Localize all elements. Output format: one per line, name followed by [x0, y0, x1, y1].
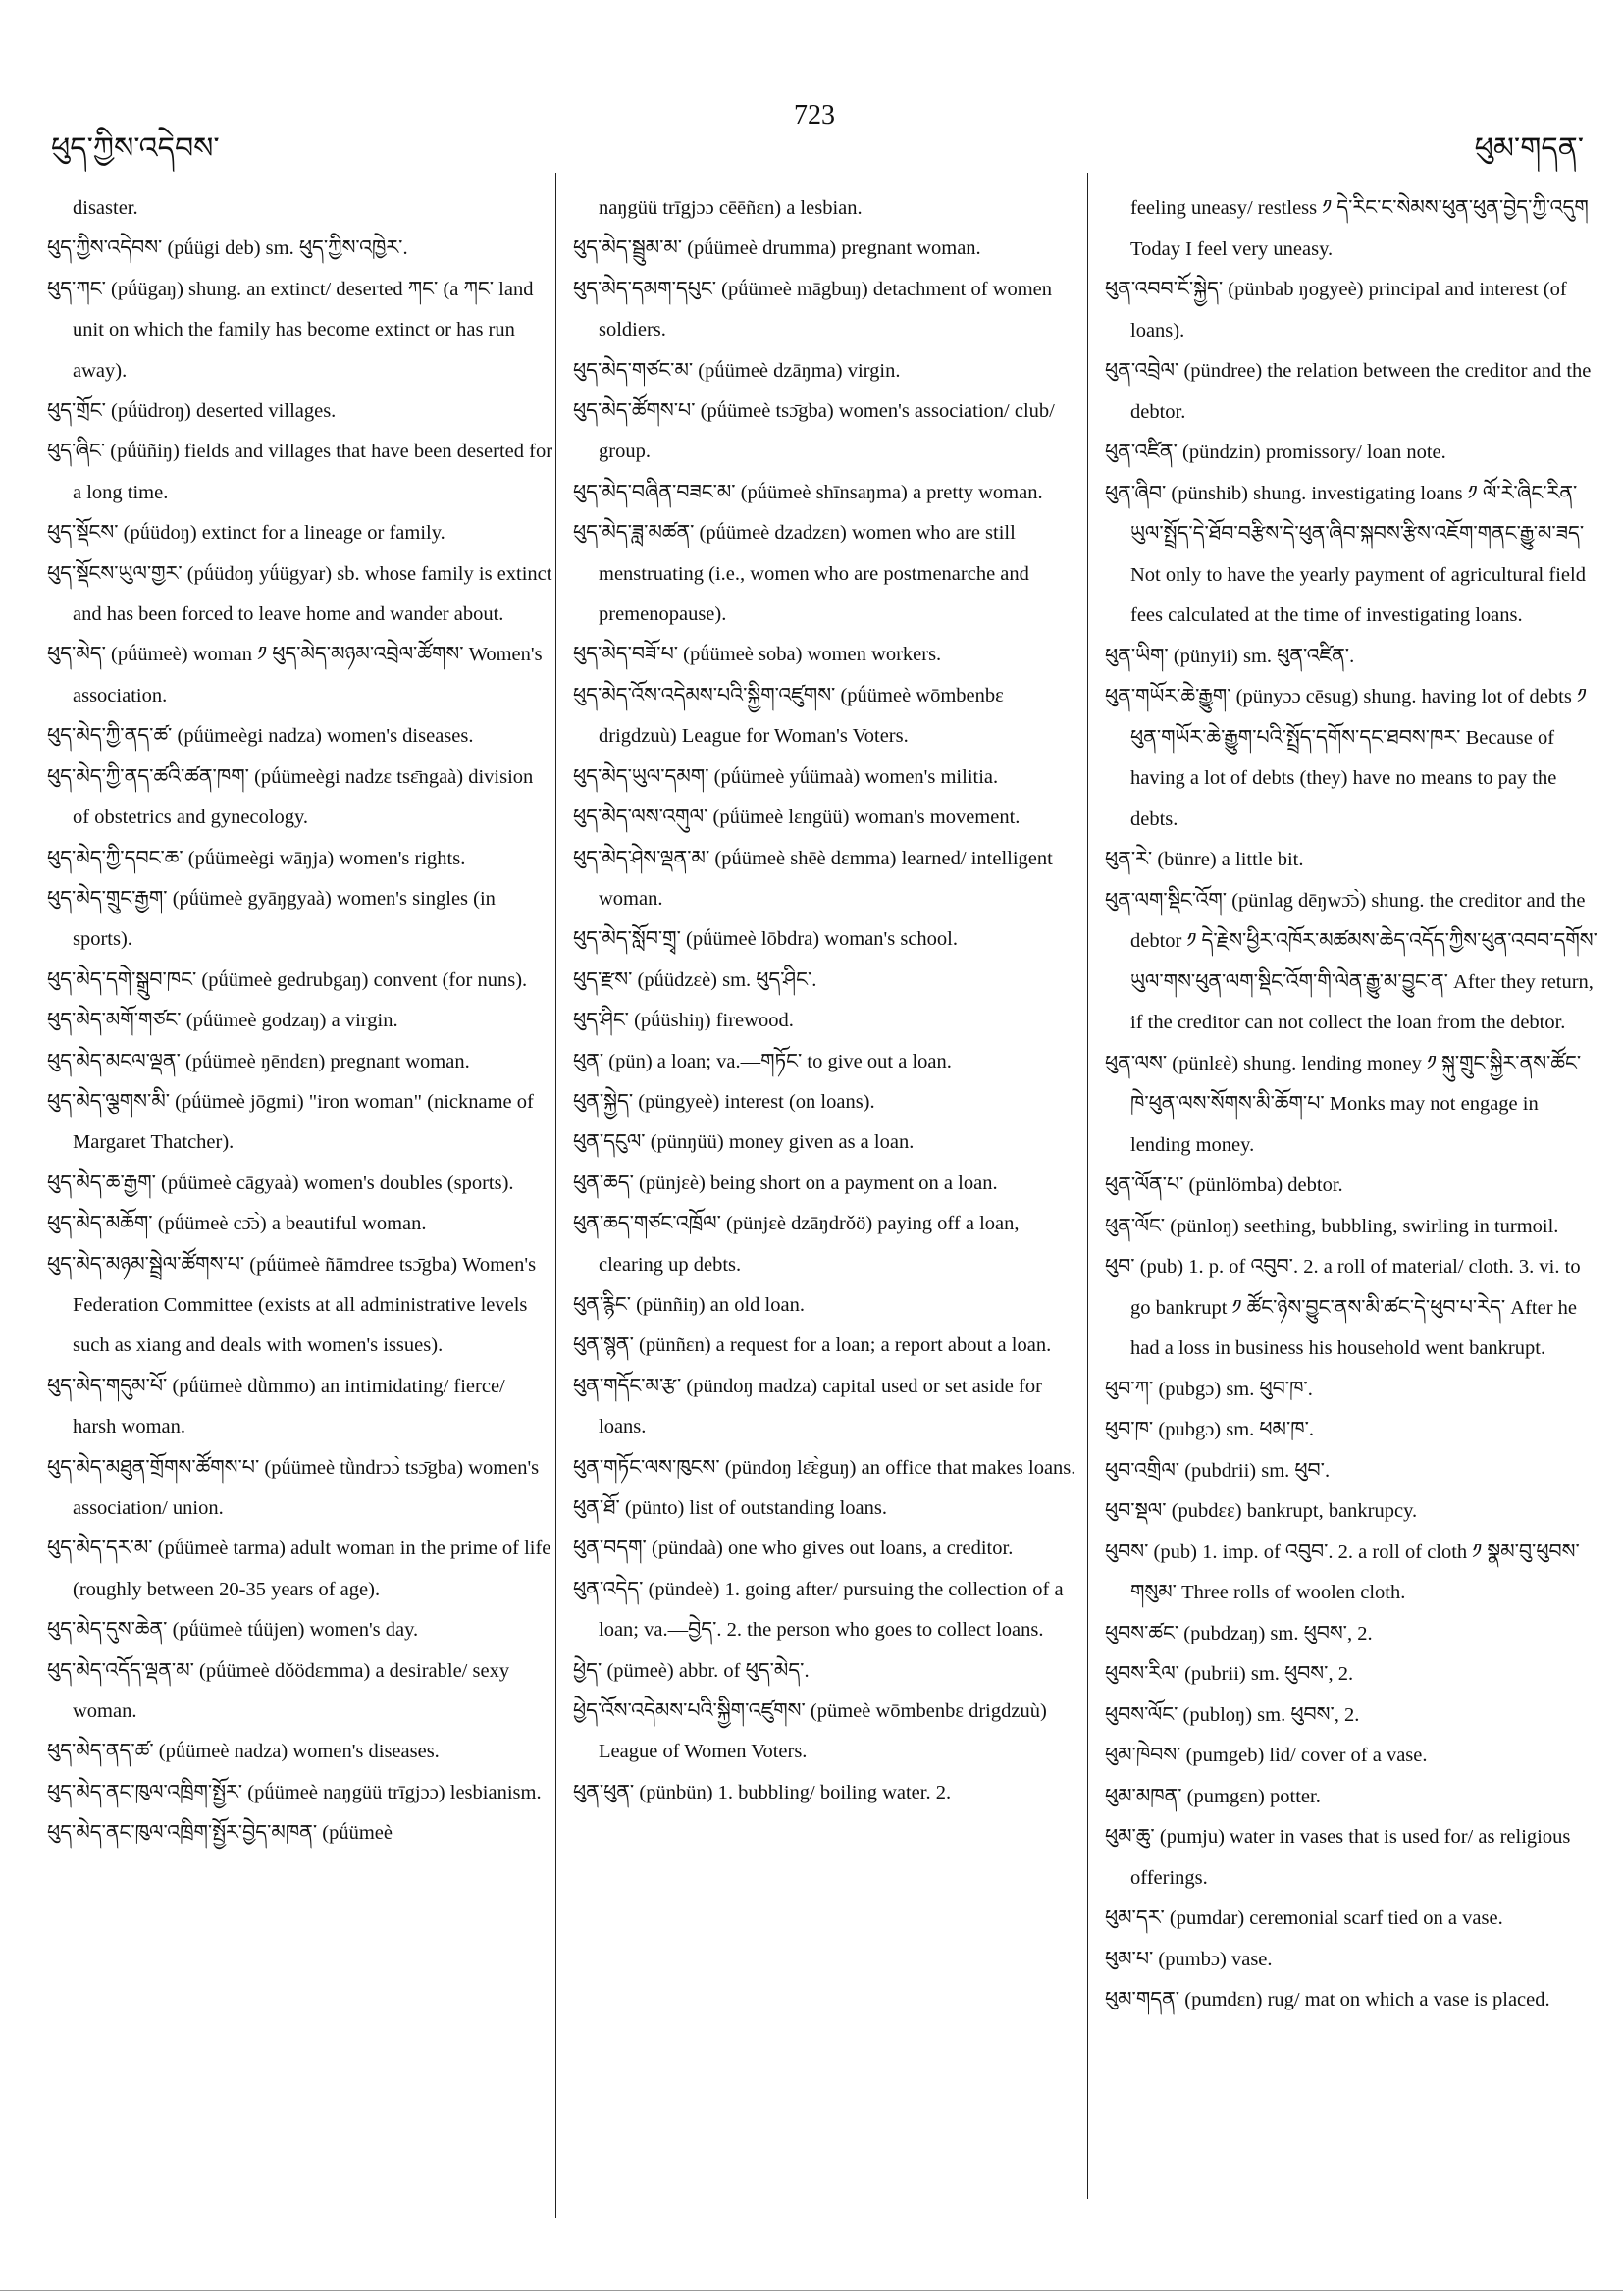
dictionary-entry: ཕུབ་ (pub) 1. p. of འབུབ་. 2. a roll of material/ cloth. 3. vi. to go bankrupt ༡ ཚོང་ཉེས་བྱུང་ནས་མི་ཚང་དེ་ཕུབ་པ་རེད་ After he had a loss in business his household went bankrupt.: [1105, 1256, 1581, 1359]
dictionary-entry: ཕུན་ལས་ (pünlɛè) shung. lending money ༡ སྐུ་གྲུང་སྐྱིར་ནས་ཚོང་ཁེ་ཕུན་ལས་སོགས་མི་ཆོག་པ་ Monks may not engage in lending money.: [1105, 1052, 1582, 1156]
dictionary-entry: ཕུན་འབྲེལ་ (pündree) the relation between the creditor and the debtor.: [1105, 360, 1592, 423]
dictionary-entry: ཕུམ་ཁེབས་ (pumgeb) lid/ cover of a vase.: [1105, 1745, 1428, 1766]
dictionary-entry: ཕུན་ལོང་ (pünloŋ) seething, bubbling, swirling in turmoil.: [1105, 1215, 1559, 1237]
dictionary-entry: ཕུན་བདག་ (pündaà) one who gives out loans, a creditor.: [573, 1538, 1014, 1560]
dictionary-entry: ཕུད་སྡོངས་ (pǘüdoŋ) extinct for a lineage or family.: [47, 522, 445, 545]
dictionary-entry: ཕུན་ཆད་གཙང་འཁྲོལ་ (pünjɛè dzāŋdrǒö) paying off a loan, clearing up debts.: [573, 1213, 1020, 1276]
dictionary-entry: ཕུད་མེད་མཆོག་ (pǘümeè cɔ̄ɔ̀) a beautiful woman.: [47, 1213, 427, 1235]
dictionary-entry: ཕུད་མེད་མཐུན་གྲོགས་ཚོགས་པ་ (pǘümeè tǜndrɔɔ̀ tsɔ̄gba) women's association/ union.: [47, 1456, 540, 1519]
dictionary-entry: ཕུད་མེད་ཟླ་མཚན་ (pǘümeè dzadzɛn) women who are still menstruating (i.e., women who are postmenarche and premenopause).: [573, 522, 1029, 626]
dictionary-entry: ཕུན་ཆད་ (pünjɛè) being short on a payment on a loan.: [573, 1172, 998, 1194]
dictionary-entry: ཕུད་མེད་ཤེས་ལྡན་མ་ (pǘümeè shēè dɛmma) learned/ intelligent woman.: [573, 847, 1053, 910]
dictionary-entry: ཕུན་སྙན་ (pünñɛn) a request for a loan; a report about a loan.: [573, 1334, 1052, 1357]
dictionary-entry: ཕུན་སྐྱེད་ (püngyeè) interest (on loans).: [573, 1090, 875, 1113]
dictionary-entry: ཕྱེད་ (pümeè) abbr. of ཕུད་མེད་.: [573, 1659, 810, 1682]
page-bottom-edge: [0, 2290, 1623, 2291]
dictionary-entry: ཕུད་མེད་གྲུང་རྒྱག་ (pǘümeè gyāŋgyaà) women's singles (in sports).: [47, 887, 496, 951]
dictionary-entry: ཕུམ་གདན་ (pumdɛn) rug/ mat on which a vase is placed.: [1105, 1989, 1550, 2010]
dictionary-entry: ཕུད་མེད་ལས་འགུལ་ (pǘümeè lɛngüü) woman's movement.: [573, 807, 1021, 829]
dictionary-entry: ཕུད་མེད་ཆ་རྒྱག་ (pǘümeè cāgyaà) women's doubles (sports).: [47, 1172, 514, 1194]
dictionary-entry: ཕུད་མེད་དམག་དཔུང་ (pǘümeè māgbuŋ) detachment of women soldiers.: [573, 278, 1053, 341]
dictionary-entry: ཕུམ་མཁན་ (pumgɛn) potter.: [1105, 1785, 1321, 1807]
dictionary-entry: ཕུད་མེད་ལྕགས་མི་ (pǘümeè jōgmi) "iron woman" (nickname of Margaret Thatcher).: [47, 1090, 534, 1154]
dictionary-column-3: [1105, 188, 1597, 2021]
dictionary-entry: ཕུན་འབབ་ངོ་སྐྱེད་ (pünbab ŋogyeè) principal and interest (of loans).: [1105, 279, 1567, 341]
dictionary-entry: ཕུན་གདོང་མ་རྩ་ (pündoŋ madza) capital used or set aside for loans.: [573, 1375, 1042, 1438]
dictionary-entry: ཕུད་གྲོང་ (pǘüdroŋ) deserted villages.: [47, 400, 337, 423]
dictionary-entry: ཕུམ་དར་ (pumdar) ceremonial scarf tied on a vase.: [1105, 1907, 1503, 1929]
dictionary-entry: ཕུད་མེད་དར་མ་ (pǘümeè tarma) adult woman in the prime of life (roughly between 20-35 years of age).: [47, 1538, 551, 1600]
dictionary-entry: ཕུད་ཀང་ (pǘügaŋ) shung. an extinct/ deserted ཀང་ (a ཀང་ land unit on which the family has become extinct or has run away).: [47, 278, 534, 382]
dictionary-entry: ཕུབ་སྡལ་ (pubdɛɛ) bankrupt, bankrupcy.: [1105, 1500, 1418, 1522]
dictionary-entry: ཕུན་ཕུན་ (pünbün) 1. bubbling/ boiling water. 2.: [573, 1781, 952, 1803]
dictionary-entry: ཕུན་དངུལ་ (pünŋüü) money given as a loan.: [573, 1131, 915, 1154]
dictionary-entry: ཕུད་མེད་མགོ་གཙང་ (pǘümeè godzaŋ) a virgin.: [47, 1010, 398, 1032]
dictionary-entry: ཕུབ་འགྲིལ་ (pubdrii) sm. ཕུབ་.: [1105, 1459, 1331, 1482]
dictionary-entry: ཕུད་མེད་མཉམ་སྦྲེལ་ཚོགས་པ་ (pǘümeè ñāmdree tsɔ̄gba) Women's Federation Committee (exists at all administrative levels such as xiang and deals with women's issues).: [47, 1253, 537, 1357]
dictionary-entry: ཕུད་མེད་མངལ་ལྡན་ (pǘümeè ŋēndɛn) pregnant woman.: [47, 1050, 470, 1072]
dictionary-entry: ཕུན་ཡིག་ (pünyii) sm. ཕུན་འཛིན་.: [1105, 645, 1355, 667]
dictionary-entry: feeling uneasy/ restless ༡ དེ་རིང་ང་སེམས་ཕུན་ཕུན་བྱེད་ཀྱི་འདུག Today I feel very uneasy.: [1130, 197, 1589, 260]
page-number: 723: [794, 100, 835, 130]
dictionary-entry: ཕུན་འཛིན་ (pündzin) promissory/ loan note.: [1105, 442, 1446, 463]
dictionary-entry: ཕུད་ཤིང་ (pǘüshiŋ) firewood.: [573, 1010, 794, 1032]
dictionary-entry: ཕུད་མེད་གཙང་མ་ (pǘümeè dzāŋma) virgin.: [573, 359, 901, 382]
dictionary-entry: ཕུད་སྡོངས་ཡུལ་གྱར་ (pǘüdoŋ yǘügyar) sb. whose family is extinct and has been forced to leave home and wander about.: [47, 562, 552, 626]
dictionary-columns: [0, 188, 1623, 2249]
dictionary-entry: ཕུད་མེད་ཀྱི་ནད་ཚ་ (pǘümeègi nadza) women's diseases.: [47, 725, 474, 748]
dictionary-entry: ཕུན་ལོན་པ་ (pünlömba) debtor.: [1105, 1174, 1343, 1196]
dictionary-entry: ཕུན་རྙིང་ (pünñiŋ) an old loan.: [573, 1293, 805, 1316]
guide-word-left: ཕུད་ཀྱིས་འདེབས་: [51, 131, 220, 166]
dictionary-entry: ཕུན་རེ་ (bünre) a little bit.: [1105, 849, 1304, 870]
dictionary-entry: ཕུབས་ཚང་ (pubdzaŋ) sm. ཕུབས་, 2.: [1105, 1622, 1373, 1644]
dictionary-entry: ཕུད་མེད་བཟོ་པ་ (pǘümeè soba) women workers.: [573, 644, 942, 666]
dictionary-entry: ཕུབ་ཁ་ (pubgɔ) sm. ཕམ་ཁ་.: [1105, 1419, 1315, 1440]
dictionary-entry: ཕུད་མེད་ནད་ཚ་ (pǘümeè nadza) women's diseases.: [47, 1741, 440, 1763]
dictionary-entry: ཕུན་གཡོར་ཆེ་རྒྱུག་ (pünyɔɔ cēsug) shung. having lot of debts ༡ ཕུན་གཡོར་ཆེ་རྒྱུག་པའི་སྤྲོད་དགོས་དང་ཐབས་ཁར་ Because of having a lot of debts (they) have no means to pay the debts.: [1105, 686, 1587, 830]
dictionary-entry: ཕུད་མེད་འདོད་ལྡན་མ་ (pǘümeè dǒödɛmma) a desirable/ sexy woman.: [47, 1659, 510, 1723]
dictionary-entry: ཕུབ་ཀ་ (pubgɔ) sm. ཕུབ་ཁ་.: [1105, 1378, 1313, 1400]
dictionary-entry: ཕུབས་ལོང་ (publoŋ) sm. ཕུབས་, 2.: [1105, 1703, 1360, 1726]
dictionary-entry: ཕུད་མེད་དགེ་སྒྲུབ་ཁང་ (pǘümeè gedrubgaŋ) convent (for nuns).: [47, 968, 528, 991]
dictionary-entry: ཕུད་མེད་དུས་ཆེན་ (pǘümeè tǘüjen) women's day.: [47, 1619, 419, 1642]
dictionary-entry: ཕུམ་ཆུ་ (pumju) water in vases that is used for/ as religious offerings.: [1105, 1826, 1571, 1889]
dictionary-entry: ཕུན་ཐོ་ (pünto) list of outstanding loans.: [573, 1497, 887, 1519]
dictionary-entry: ཕུད་ཀྱིས་འདེབས་ (pǘügi deb) sm. ཕུད་ཀྱིས་འཁྱེར་.: [47, 237, 408, 260]
dictionary-entry: naŋgüü trīgjɔɔ cēēñɛn) a lesbian.: [599, 197, 863, 219]
dictionary-entry: ཕུན་ལག་སྡིང་འོག་ (pünlag dēŋwɔ̄ɔ̀) shung. the creditor and the debtor ༡ དེ་རྗེས་ཕྱིར་འཁོར་མཚམས་ཆེད་འདོད་ཀྱིས་ཕུན་འབབ་དགོས་ཡུལ་གས་ཕུན་ལག་སྡིང་འོག་གི་ལེན་རྒྱུ་མ་བྱུང་ན་ After they return, if the creditor can not collect the loan from the debtor.: [1105, 889, 1597, 1033]
dictionary-entry: ཕུབས་ (pub) 1. imp. of འབུབ་. 2. a roll of cloth ༡ སྣམ་བུ་ཕུབས་གསུམ་ Three rolls of woolen cloth.: [1105, 1540, 1580, 1603]
dictionary-entry: ཕུད་མེད་འོས་འདེམས་པའི་སྐྱིག་འཛུགས་ (pǘümeè wōmbenbɛ drigdzuù) League for Woman's Voters.: [573, 684, 1004, 748]
dictionary-entry: ཕུན་གཏོང་ལས་ཁུངས་ (pündoŋ lɛ̄ɛ̀guŋ) an office that makes loans.: [573, 1456, 1076, 1479]
dictionary-entry: ཕུད་མེད་བཞིན་བཟང་མ་ (pǘümeè shīnsaŋma) a pretty woman.: [573, 481, 1043, 503]
dictionary-entry: ཕུན་ཞིབ་ (pünshib) shung. investigating loans ༡ ལོ་རེ་ཞིང་རིན་ཡུལ་སྤྲོད་དེ་ཐོབ་བརྩིས་དེ་ཕུན་ཞིབ་སྐབས་རྩིས་འཇོག་གནང་རྒྱུ་མ་ཟད་ Not only to have the yearly payment of agricultural field fees calculated at the time of investigating loans.: [1105, 482, 1586, 626]
dictionary-entry: ཕུད་མེད་ཡུལ་དམག་ (pǘümeè yǘümaà) women's militia.: [573, 765, 999, 788]
dictionary-entry: ཕུད་མེད་ཀྱི་ནད་ཚའི་ཚན་ཁག་ (pǘümeègi nadzɛ tsɛ̄ngaà) division of obstetrics and gynecology.: [47, 765, 534, 829]
dictionary-entry: ཕུད་མེད་གདུམ་པོ་ (pǘümeè dǜmmo) an intimidating/ fierce/ harsh woman.: [47, 1375, 505, 1438]
dictionary-entry: ཕུན་འདེད་ (pündeè) 1. going after/ pursuing the collection of a loan; va.—བྱེད་. 2. the person who goes to collect loans.: [573, 1578, 1064, 1642]
dictionary-entry: ཕུད་མེད་ (pǘümeè) woman ༡ ཕུད་མེད་མཉམ་འབྲེལ་ཚོགས་ Women's association.: [47, 644, 543, 706]
dictionary-entry: ཕུད་རྫས་ (pǘüdzɛè) sm. ཕུད་ཤིང་.: [573, 968, 817, 991]
page-header: [0, 0, 1623, 167]
dictionary-entry: disaster.: [73, 197, 138, 219]
dictionary-entry: ཕུམ་པ་ (pumbɔ) vase.: [1105, 1948, 1273, 1970]
dictionary-column-2: [573, 188, 1081, 1813]
dictionary-entry: ཕུད་མེད་སློབ་གྲྭ་ (pǘümeè lōbdra) woman's school.: [573, 928, 958, 951]
dictionary-entry: ཕུད་མེད་ཚོགས་པ་ (pǘümeè tsɔ̄gba) women's association/ club/ group.: [573, 400, 1055, 463]
guide-word-right: ཕུམ་གདན་: [1474, 131, 1584, 166]
dictionary-column-1: [47, 188, 553, 1854]
dictionary-entry: ཕུད་མེད་ནང་ཁུལ་འཁྲིག་སྤྱོར་བྱེད་མཁན་ (pǘümeè: [47, 1822, 393, 1845]
dictionary-entry: ཕུད་མེད་སྦྲུམ་མ་ (pǘümeè drumma) pregnant woman.: [573, 237, 981, 260]
dictionary-entry: ཕུད་མེད་ནང་ཁུལ་འཁྲིག་སྤྱོར་ (pǘümeè naŋgüü trīgjɔɔ) lesbianism.: [47, 1781, 542, 1803]
dictionary-entry: ཕུན་ (pün) a loan; va.—གཏོང་ to give out a loan.: [573, 1050, 952, 1072]
dictionary-entry: ཕུབས་རིལ་ (pubrii) sm. ཕུབས་, 2.: [1105, 1663, 1354, 1685]
dictionary-entry: ཕུད་མེད་ཀྱི་དབང་ཆ་ (pǘümeègi wāŋja) women's rights.: [47, 847, 466, 869]
dictionary-entry: ཕུད་ཞིང་ (pǘüñiŋ) fields and villages that have been deserted for a long time.: [47, 441, 553, 503]
dictionary-entry: ཕྱེད་འོས་འདེམས་པའི་སྐྱིག་འཛུགས་ (pümeè wōmbenbɛ drigdzuù) League of Women Voters.: [573, 1700, 1047, 1763]
